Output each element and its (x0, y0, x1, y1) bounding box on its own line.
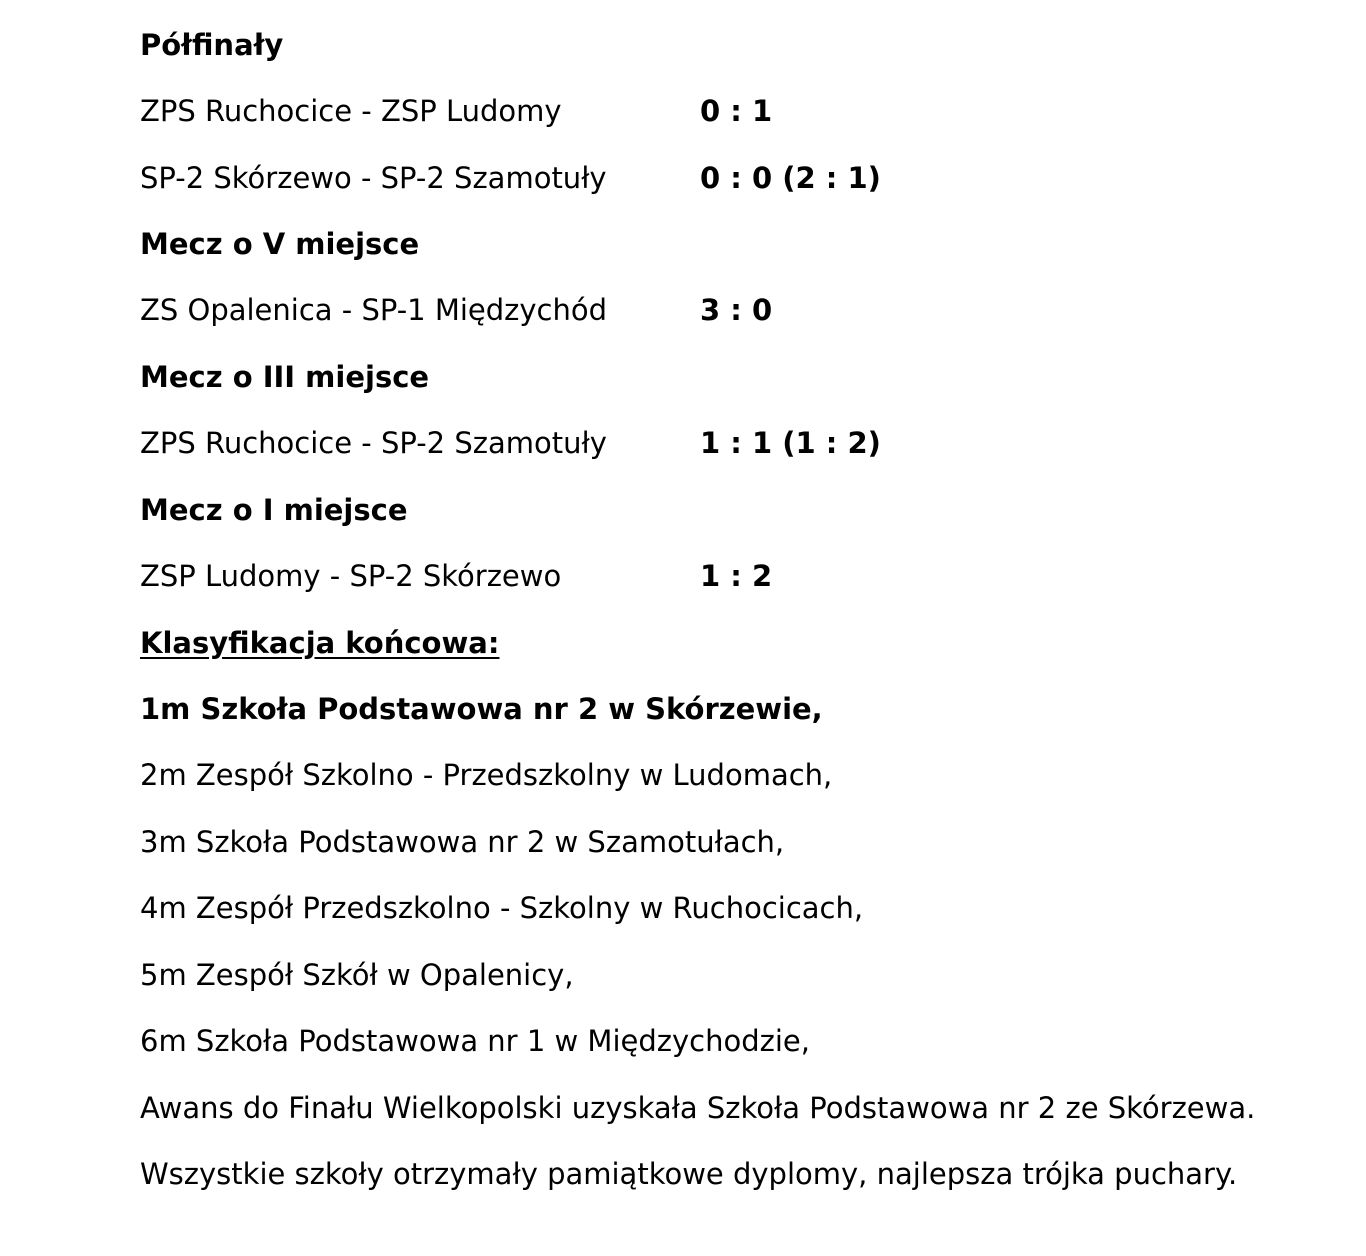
match-score: 1 : 2 (700, 559, 773, 593)
match-row (140, 556, 561, 596)
match-teams: ZSP Ludomy - SP-2 Skórzewo (140, 559, 562, 593)
match-score: 0 : 1 (700, 94, 773, 128)
heading-fifth-place: Mecz o V miejsce (140, 227, 420, 261)
match-teams: ZS Opalenica - SP-1 Międzychód (140, 293, 608, 327)
classification-item: 4m Zespół Przedszkolno - Szkolny w Ruchocicach, (140, 891, 864, 925)
match-score: 1 : 1 (1 : 2) (700, 426, 881, 460)
match-row (140, 423, 607, 463)
match-row (140, 91, 562, 131)
heading-third-place: Mecz o III miejsce (140, 360, 430, 394)
classification-item: 5m Zespół Szkół w Opalenicy, (140, 958, 574, 992)
match-score: 0 : 0 (2 : 1) (700, 161, 881, 195)
match-teams: ZPS Ruchocice - ZSP Ludomy (140, 94, 562, 128)
match-teams: ZPS Ruchocice - SP-2 Szamotuły (140, 426, 607, 460)
match-teams: SP-2 Skórzewo - SP-2 Szamotuły (140, 161, 607, 195)
heading-semifinals: Półfinały (140, 28, 284, 62)
note-awards: Wszystkie szkoły otrzymały pamiątkowe dyplomy, najlepsza trójka puchary. (140, 1157, 1238, 1191)
heading-final-classification: Klasyfikacja końcowa: (140, 626, 500, 660)
match-score: 3 : 0 (700, 293, 773, 327)
match-row (140, 158, 607, 198)
note-promotion: Awans do Finału Wielkopolski uzyskała Szkoła Podstawowa nr 2 ze Skórzewa. (140, 1091, 1256, 1125)
classification-item: 3m Szkoła Podstawowa nr 2 w Szamotułach, (140, 825, 785, 859)
match-row (140, 290, 607, 330)
classification-item: 6m Szkoła Podstawowa nr 1 w Międzychodzie, (140, 1024, 810, 1058)
heading-first-place: Mecz o I miejsce (140, 493, 408, 527)
classification-item: 2m Zespół Szkolno - Przedszkolny w Ludomach, (140, 758, 833, 792)
classification-item: 1m Szkoła Podstawowa nr 2 w Skórzewie, (140, 692, 823, 726)
